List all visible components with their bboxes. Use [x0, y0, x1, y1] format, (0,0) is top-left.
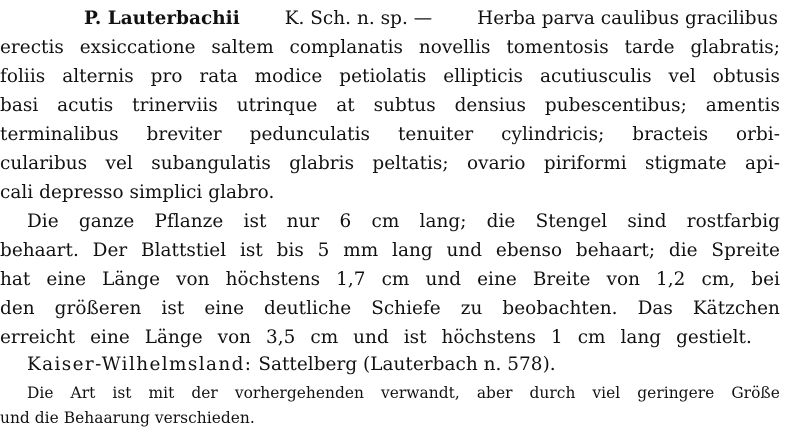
diagnosis-line-3 [0, 66, 780, 88]
word: 6 [339, 211, 352, 232]
species-name: P. Lauterbachii [84, 8, 240, 29]
word: ganze [78, 211, 135, 232]
word: cm [310, 327, 339, 348]
word: acutis [57, 95, 114, 116]
word: hat [0, 269, 31, 290]
word: rostfarbig [686, 211, 780, 232]
word: deutliche [264, 298, 352, 319]
word: die [668, 240, 698, 261]
word: beobachten. [502, 298, 618, 319]
diagnosis-line-2 [0, 37, 780, 59]
word: peltatis; [372, 153, 449, 174]
word: Art [70, 384, 96, 402]
word: Länge [144, 327, 203, 348]
word: eine [204, 298, 245, 319]
word: geringere [637, 384, 715, 402]
word: glabratis; [690, 37, 780, 58]
word: ist [403, 327, 427, 348]
word: mm [343, 240, 379, 261]
note-line-2 [0, 408, 255, 428]
word: breviter [146, 124, 222, 145]
note-line-1 [27, 383, 780, 403]
word: cm [381, 269, 410, 290]
word: modice [254, 66, 323, 87]
note-text-line [27, 383, 780, 403]
word: ist [243, 211, 267, 232]
word: basi [0, 95, 39, 116]
word: zu [460, 298, 483, 319]
word: Die [27, 384, 54, 402]
word: 1,2 [656, 269, 686, 290]
description-text-line [0, 327, 752, 349]
diagnosis-text-line [0, 124, 780, 146]
word: von [606, 269, 640, 290]
word: von [176, 269, 210, 290]
word: amentis [705, 95, 780, 116]
word: terminalibus [0, 124, 119, 145]
word: tenuiter [397, 124, 474, 145]
word: acutiusculis [539, 66, 652, 87]
description-text-line [27, 211, 780, 233]
word: vorhergehenden [234, 384, 364, 402]
description-text-line [0, 298, 780, 320]
description-line-2 [0, 240, 780, 262]
word: 1,7 [336, 269, 366, 290]
word: und [353, 327, 389, 348]
locality-line [27, 354, 556, 376]
word: durch [529, 384, 576, 402]
diagnosis-text-line [0, 153, 780, 175]
word: subtus [373, 95, 436, 116]
word: lang [392, 240, 433, 261]
word: stigmate [645, 153, 727, 174]
word: novellis [418, 37, 491, 58]
diagnosis-text-line [0, 66, 780, 88]
description-line-5 [0, 327, 752, 349]
word: Pflanze [154, 211, 224, 232]
word: Breite [532, 269, 591, 290]
note-text-line: und die Behaarung verschieden. [0, 409, 255, 427]
word: densius [454, 95, 527, 116]
word: piriformi [543, 153, 627, 174]
word: rata [199, 66, 238, 87]
description-text-line [0, 269, 780, 291]
word: und [425, 269, 462, 290]
word: ist [112, 384, 132, 402]
word: tomentosis [506, 37, 609, 58]
word: aber [476, 384, 513, 402]
word: die [486, 211, 516, 232]
word: obtusis [712, 66, 780, 87]
word: subangulatis [151, 153, 271, 174]
locality-site: Sattelberg (Lauterbach n. 578). [258, 354, 556, 375]
word: eine [46, 269, 87, 290]
word: tarde [624, 37, 675, 58]
word: Das [637, 298, 673, 319]
word: petiolatis [339, 66, 427, 87]
diagnosis-text-line: Herba parva caulibus gracilibus [477, 8, 778, 29]
word: bracteis [632, 124, 709, 145]
word: cm, [701, 269, 736, 290]
word: verwandt, [381, 384, 460, 402]
word: ebenso [495, 240, 563, 261]
diagnosis-line-7 [0, 182, 274, 204]
diagnosis-text-line [0, 95, 780, 117]
description-line-3 [0, 269, 780, 291]
word: pro [150, 66, 183, 87]
word: pubescentibus; [544, 95, 687, 116]
word: pedunculatis [249, 124, 371, 145]
word: eine [477, 269, 517, 290]
word: saltem [211, 37, 274, 58]
word: Blattstiel [141, 240, 227, 261]
word: behaart; [575, 240, 656, 261]
word: Stengel [535, 211, 608, 232]
word: und [446, 240, 483, 261]
description-line-1 [27, 211, 780, 233]
word: vel [668, 66, 696, 87]
word: lang [620, 327, 662, 348]
word: eine [90, 327, 130, 348]
word: behaart. [0, 240, 79, 261]
word: höchstens [225, 269, 321, 290]
word: cm [577, 327, 606, 348]
word: sind [627, 211, 667, 232]
word: erectis [0, 37, 64, 58]
description-line-4 [0, 298, 780, 320]
word: höchstens [441, 327, 537, 348]
description-text-line [0, 240, 780, 262]
word: vel [105, 153, 133, 174]
word: utrinque [236, 95, 318, 116]
word: Die [27, 211, 59, 232]
word: ist [161, 298, 185, 319]
word: Größe [731, 384, 780, 402]
word: bis [276, 240, 304, 261]
diagnosis-line-1 [84, 8, 778, 30]
word: ellipticis [443, 66, 523, 87]
author-and-status: K. Sch. n. sp. — [284, 8, 433, 29]
word: alternis [62, 66, 134, 87]
word: Schiefe [371, 298, 441, 319]
word: lang; [419, 211, 467, 232]
word: api- [744, 153, 780, 174]
word: cularibus [0, 153, 88, 174]
locality-region: Kaiser-Wilhelmsland: [27, 354, 253, 375]
word: trinerviis [132, 95, 218, 116]
word: at [336, 95, 355, 116]
word: den [0, 298, 35, 319]
word: Länge [102, 269, 161, 290]
word: von [217, 327, 252, 348]
word: 3,5 [266, 327, 296, 348]
word: gestielt. [676, 327, 752, 348]
word: nur [286, 211, 320, 232]
word: erreicht [0, 327, 76, 348]
diagnosis-line-6 [0, 153, 780, 175]
word: 5 [317, 240, 330, 261]
word: ist [239, 240, 263, 261]
diagnosis-text-line [0, 37, 780, 59]
diagnosis-text-line: cali depresso simplici glabro. [0, 182, 275, 203]
diagnosis-line-4 [0, 95, 780, 117]
word: ovario [467, 153, 526, 174]
word: bei [751, 269, 780, 290]
word: Spreite [711, 240, 780, 261]
word: Der [92, 240, 128, 261]
word: cm [371, 211, 400, 232]
word: 1 [550, 327, 563, 348]
word: foliis [0, 66, 46, 87]
diagnosis-line-5 [0, 124, 780, 146]
word: der [191, 384, 218, 402]
word: cylindricis; [501, 124, 605, 145]
word: Kätzchen [692, 298, 780, 319]
word: complanatis [289, 37, 404, 58]
word: größeren [54, 298, 142, 319]
word: glabris [289, 153, 355, 174]
word: orbi- [735, 124, 780, 145]
word: mit [148, 384, 175, 402]
word: exsiccatione [79, 37, 196, 58]
word: viel [592, 384, 621, 402]
